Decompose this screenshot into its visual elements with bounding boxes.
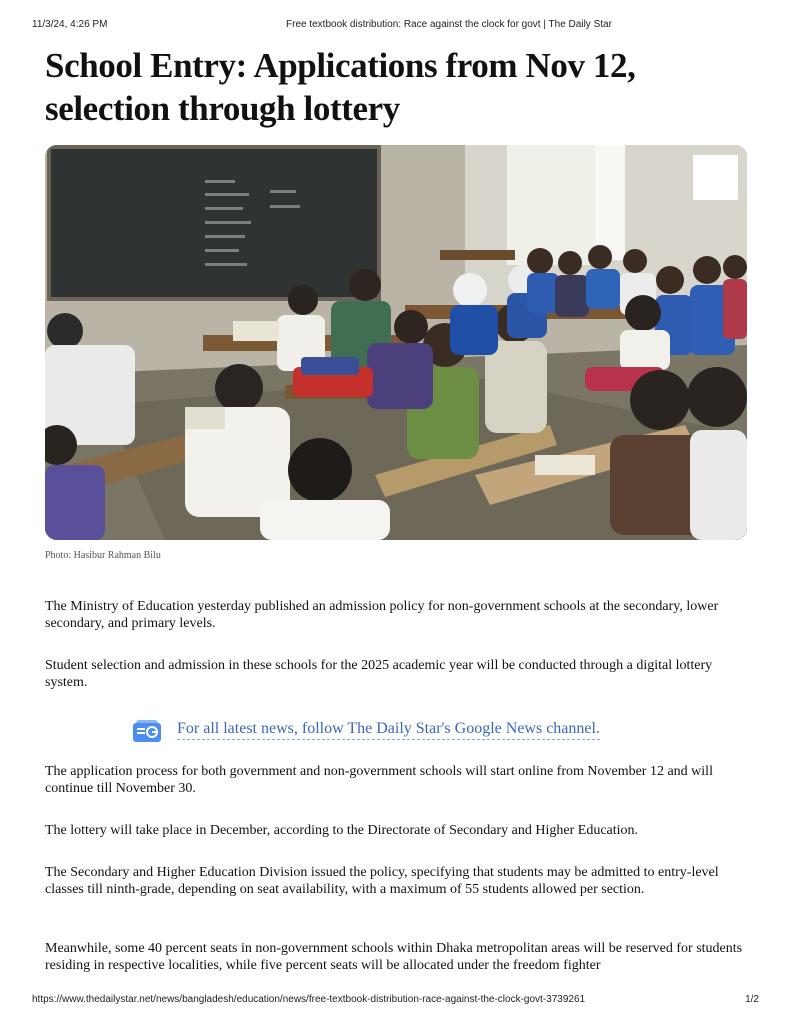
google-news-link[interactable]: For all latest news, follow The Daily Star's Google News channel. — [177, 720, 600, 740]
google-news-promo — [133, 718, 653, 744]
print-date: 11/3/24, 4:26 PM — [32, 19, 108, 30]
classroom-photo — [45, 145, 747, 540]
print-header — [32, 19, 759, 33]
article-paragraph: The Secondary and Higher Education Division issued the policy, specifying that students may be admitted to entry-level classes till ninth-grade, depending on seat availability, with a maximum of 55 students allowed per section. — [45, 865, 719, 897]
article-photo — [45, 145, 747, 540]
page-number: 1/2 — [745, 994, 759, 1005]
article-paragraph: Student selection and admission in these schools for the 2025 academic year will be conducted through a digital lottery system. — [45, 658, 713, 690]
google-news-icon — [133, 720, 161, 742]
print-url: https://www.thedailystar.net/news/bangladesh/education/news/free-textbook-distribution-race-against-the-clock-govt-3739261 — [32, 994, 586, 1005]
article-headline: School Entry: Applications from Nov 12, selection through lottery — [45, 46, 636, 128]
article-paragraph: The lottery will take place in December, according to the Directorate of Secondary and Higher Education. — [45, 823, 639, 838]
article-paragraph: The Ministry of Education yesterday published an admission policy for non-government schools at the secondary, lower secondary, and primary levels. — [45, 599, 719, 631]
print-footer — [32, 994, 759, 1008]
article-paragraph: The application process for both government and non-government schools will start online from November 12 and will continue till November 30. — [45, 764, 713, 796]
article-paragraph: Meanwhile, some 40 percent seats in non-government schools within Dhaka metropolitan areas will be reserved for students residing in respective localities, while five percent seats will be allocated under the freedom fighter — [45, 941, 743, 973]
photo-credit: Photo: Hasibur Rahman Bilu — [45, 550, 161, 561]
print-page-title: Free textbook distribution: Race against the clock for govt | The Daily Star — [286, 19, 612, 30]
